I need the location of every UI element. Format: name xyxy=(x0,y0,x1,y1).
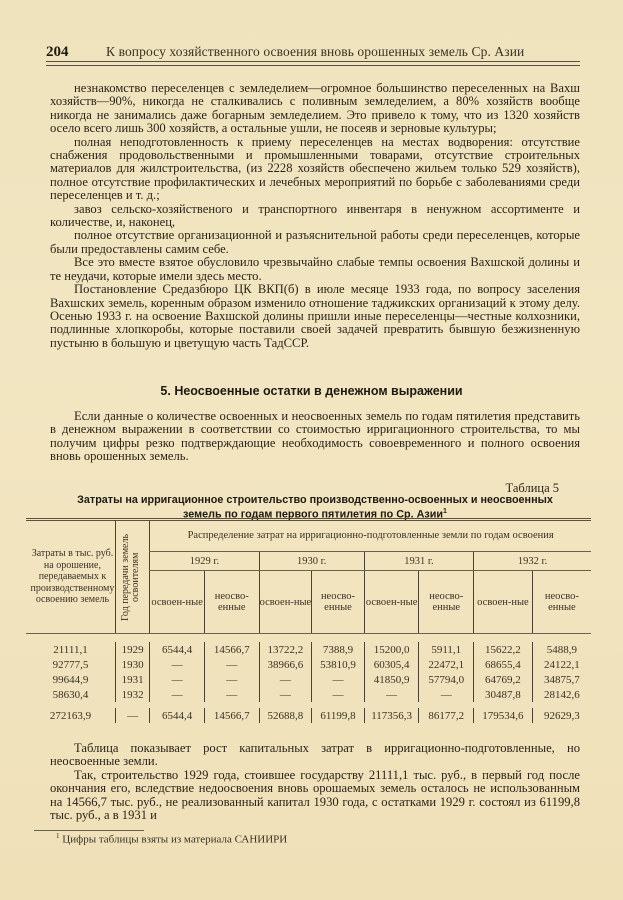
cell-value: — xyxy=(259,672,312,687)
cell-value: 28142,6 xyxy=(532,687,591,702)
cell-cost: 58630,4 xyxy=(52,688,89,701)
section-heading: 5. Неосвоенные остатки в денежном выражении xyxy=(160,384,463,398)
cell-total: 179534,6 xyxy=(474,708,533,723)
body-text-top xyxy=(50,82,580,350)
cell-value: 34875,7 xyxy=(532,672,591,687)
running-title: К вопросу хозяйственного освоения вновь орошенных земель Ср. Азии xyxy=(106,44,525,59)
table-title-line: Затраты на ирригационное строительство производственно-освоенных и неосвоенных xyxy=(77,494,553,506)
year-header-1932: 1932 г. xyxy=(474,552,591,571)
cell-value: 68655,4 xyxy=(474,657,533,672)
cell-year: 1931 xyxy=(115,672,149,687)
body-text-bottom xyxy=(50,742,580,822)
cell-value: 30487,8 xyxy=(474,687,533,702)
paragraph: полное отсутствие организационной и разъяснительной работы среди переселенцев, которые были предоставлены самим себе. xyxy=(50,228,580,256)
cell-value: — xyxy=(204,657,259,672)
col-header-distribution: Распределение затрат на ирригационно-подготовленные земли по годам освоения xyxy=(150,520,591,552)
cell-total: 86177,2 xyxy=(419,708,474,723)
cell-value: — xyxy=(150,657,205,672)
cell-year: 1929 xyxy=(115,642,149,657)
footnote-mark: 1 xyxy=(443,508,447,515)
col-header-year xyxy=(115,520,149,634)
cell-value: 7388,9 xyxy=(312,642,365,657)
cell-total-cost: 272163,9 xyxy=(49,709,92,722)
cell-value: 60305,4 xyxy=(364,657,419,672)
cell-year: 1932 xyxy=(115,687,149,702)
table-title xyxy=(40,494,590,521)
cell-value: 15200,0 xyxy=(364,642,419,657)
cell-value: 14566,7 xyxy=(204,642,259,657)
table-title-text: земель по годам первого пятилетия по Ср. Азии xyxy=(183,508,444,521)
sub-header-unmastered: неосво-енные xyxy=(532,571,591,634)
footnote-mark: 1 xyxy=(56,832,60,840)
total-row xyxy=(26,708,591,723)
sub-header-mastered: освоен-ные xyxy=(150,571,205,634)
cell-value: — xyxy=(204,687,259,702)
cell-total-year: — xyxy=(115,708,149,723)
cell-value: 22472,1 xyxy=(419,657,474,672)
paragraph: Таблица показывает рост капитальных затрат в ирригационно-подготовленные, но неосвоенные земли. xyxy=(50,741,580,769)
footnote-rule xyxy=(34,830,144,831)
paragraph: незнакомство переселенцев с земледелием—огромное большинство переселенных на Вахш хозяйств—90%, никогда не сталкивались с поливным земледелием, а 80% хозяйств вообще никогда не занимались даже богарным земледелием. Это привело к тому, что из 1320 хозяйств осело всего лишь 300 хозяйств, а остальные ушли, не посеяв и зерновые культуры; xyxy=(50,81,580,136)
table-container xyxy=(26,518,591,723)
cell-value: 57794,0 xyxy=(419,672,474,687)
year-header-1930: 1930 г. xyxy=(259,552,364,571)
cell-total: 61199,8 xyxy=(312,708,365,723)
paragraph: Если данные о количестве освоенных и неосвоенных земель по годам пятилетия представить в денежном выражении в соответствии со стоимостью ирригационного строительства, то мы получим цифры резко подтверждающие необходимость совоевременного и полного освоения вновь орошенных земель. xyxy=(50,409,580,464)
section-intro xyxy=(50,410,580,464)
cell-value: 15622,2 xyxy=(474,642,533,657)
sub-header-mastered: освоен-ные xyxy=(364,571,419,634)
cell-value: — xyxy=(364,687,419,702)
cell-total: 52688,8 xyxy=(259,708,312,723)
cell-value: — xyxy=(312,672,365,687)
cell-value: 24122,1 xyxy=(532,657,591,672)
cell-value: 41850,9 xyxy=(364,672,419,687)
sub-header-unmastered: неосво-енные xyxy=(419,571,474,634)
footnote-text: Цифры таблицы взяты из материала САНИИРИ xyxy=(62,833,288,846)
col-header-cost: Затраты в тыс. руб. на орошение, передаваемых к производственному освоению земель xyxy=(26,520,115,634)
paragraph: Постановление Средазбюро ЦК ВКП(б) в июле месяце 1933 года, по вопросу заселения Вахшских земель, коренным образом изменило отношение таджикских организаций к этому делу. Осенью 1933 г. на освоение Вахшской долины пришли иные переселенцы—честные колхозники, подлинные хлопкоробы, которые поставили своей задачей превратить бывшую безжизненную пустыню в большую и цветущую часть ТадССР. xyxy=(50,282,580,350)
cell-value: 13722,2 xyxy=(259,642,312,657)
col-header-year-text: Год передачи земель освоителям xyxy=(119,533,141,621)
cell-value: 38966,6 xyxy=(259,657,312,672)
sub-header-mastered: освоен-ные xyxy=(474,571,533,634)
table-row xyxy=(26,672,591,687)
year-header-1929: 1929 г. xyxy=(150,552,259,571)
sub-header-mastered: освоен-ные xyxy=(259,571,312,634)
cell-value: — xyxy=(312,687,365,702)
cell-value: 5911,1 xyxy=(419,642,474,657)
running-head xyxy=(46,44,586,61)
footnote xyxy=(56,832,287,846)
sub-header-unmastered: неосво-енные xyxy=(312,571,365,634)
year-header-1931: 1931 г. xyxy=(364,552,473,571)
cell-value: — xyxy=(419,687,474,702)
cell-cost: 21111,1 xyxy=(53,643,88,656)
table-row xyxy=(26,687,591,702)
cell-year: 1930 xyxy=(115,657,149,672)
cell-value: 53810,9 xyxy=(312,657,365,672)
spacer xyxy=(26,634,591,643)
cell-cost: 92777,5 xyxy=(52,658,89,671)
cell-total: 117356,3 xyxy=(364,708,419,723)
cell-cost: 99644,9 xyxy=(52,673,89,686)
cell-total: 92629,3 xyxy=(532,708,591,723)
sub-header-unmastered: неосво-енные xyxy=(204,571,259,634)
cell-value: 5488,9 xyxy=(532,642,591,657)
cell-total: 6544,4 xyxy=(150,708,205,723)
paragraph: завоз сельско-хозяйственого и транспортного инвентаря в ненужном ассортименте и количестве, и, наконец, xyxy=(50,201,580,230)
paragraph: полная неподготовленность к приему переселенцев на местах водворения: отсутствие снабжения продовольственными и промышленными товарами, отсутствие строительных материалов для жилстроительства, (из 2228 хозяйств обеспечено жильем только 529 хозяйств), полное отсутствие профилактических и лечебных мероприятий по борьбе с заболеваниями среди переселенцев и т. д.; xyxy=(50,134,580,203)
cell-value: 6544,4 xyxy=(150,642,205,657)
cell-value: 64769,2 xyxy=(474,672,533,687)
cell-value: — xyxy=(204,672,259,687)
cell-value: — xyxy=(150,687,205,702)
page-number: 204 xyxy=(46,44,69,60)
table-label: Таблица 5 xyxy=(505,481,559,495)
paragraph: Все это вместе взятое обусловило чрезвычайно слабые темпы освоения Вахшской долины и те неудачи, которые имели здесь место. xyxy=(50,255,580,283)
table-row xyxy=(26,657,591,672)
costs-table xyxy=(26,518,591,723)
cell-total: 14566,7 xyxy=(204,708,259,723)
cell-value: — xyxy=(259,687,312,702)
cell-value: — xyxy=(150,672,205,687)
paragraph: Так, строительство 1929 года, стоившее государству 21111,1 тыс. руб., в первый год после окончания его, вследствие недоосвоения вновь орошаемых земель осталось не использованным на 14566,7 тыс. руб., не реализованный капитал 1930 года, с остатками 1929 г. состоял из 61199,8 тыс. руб., а в 1931 и xyxy=(50,767,580,823)
table-row xyxy=(26,642,591,657)
header-rule xyxy=(46,61,580,66)
